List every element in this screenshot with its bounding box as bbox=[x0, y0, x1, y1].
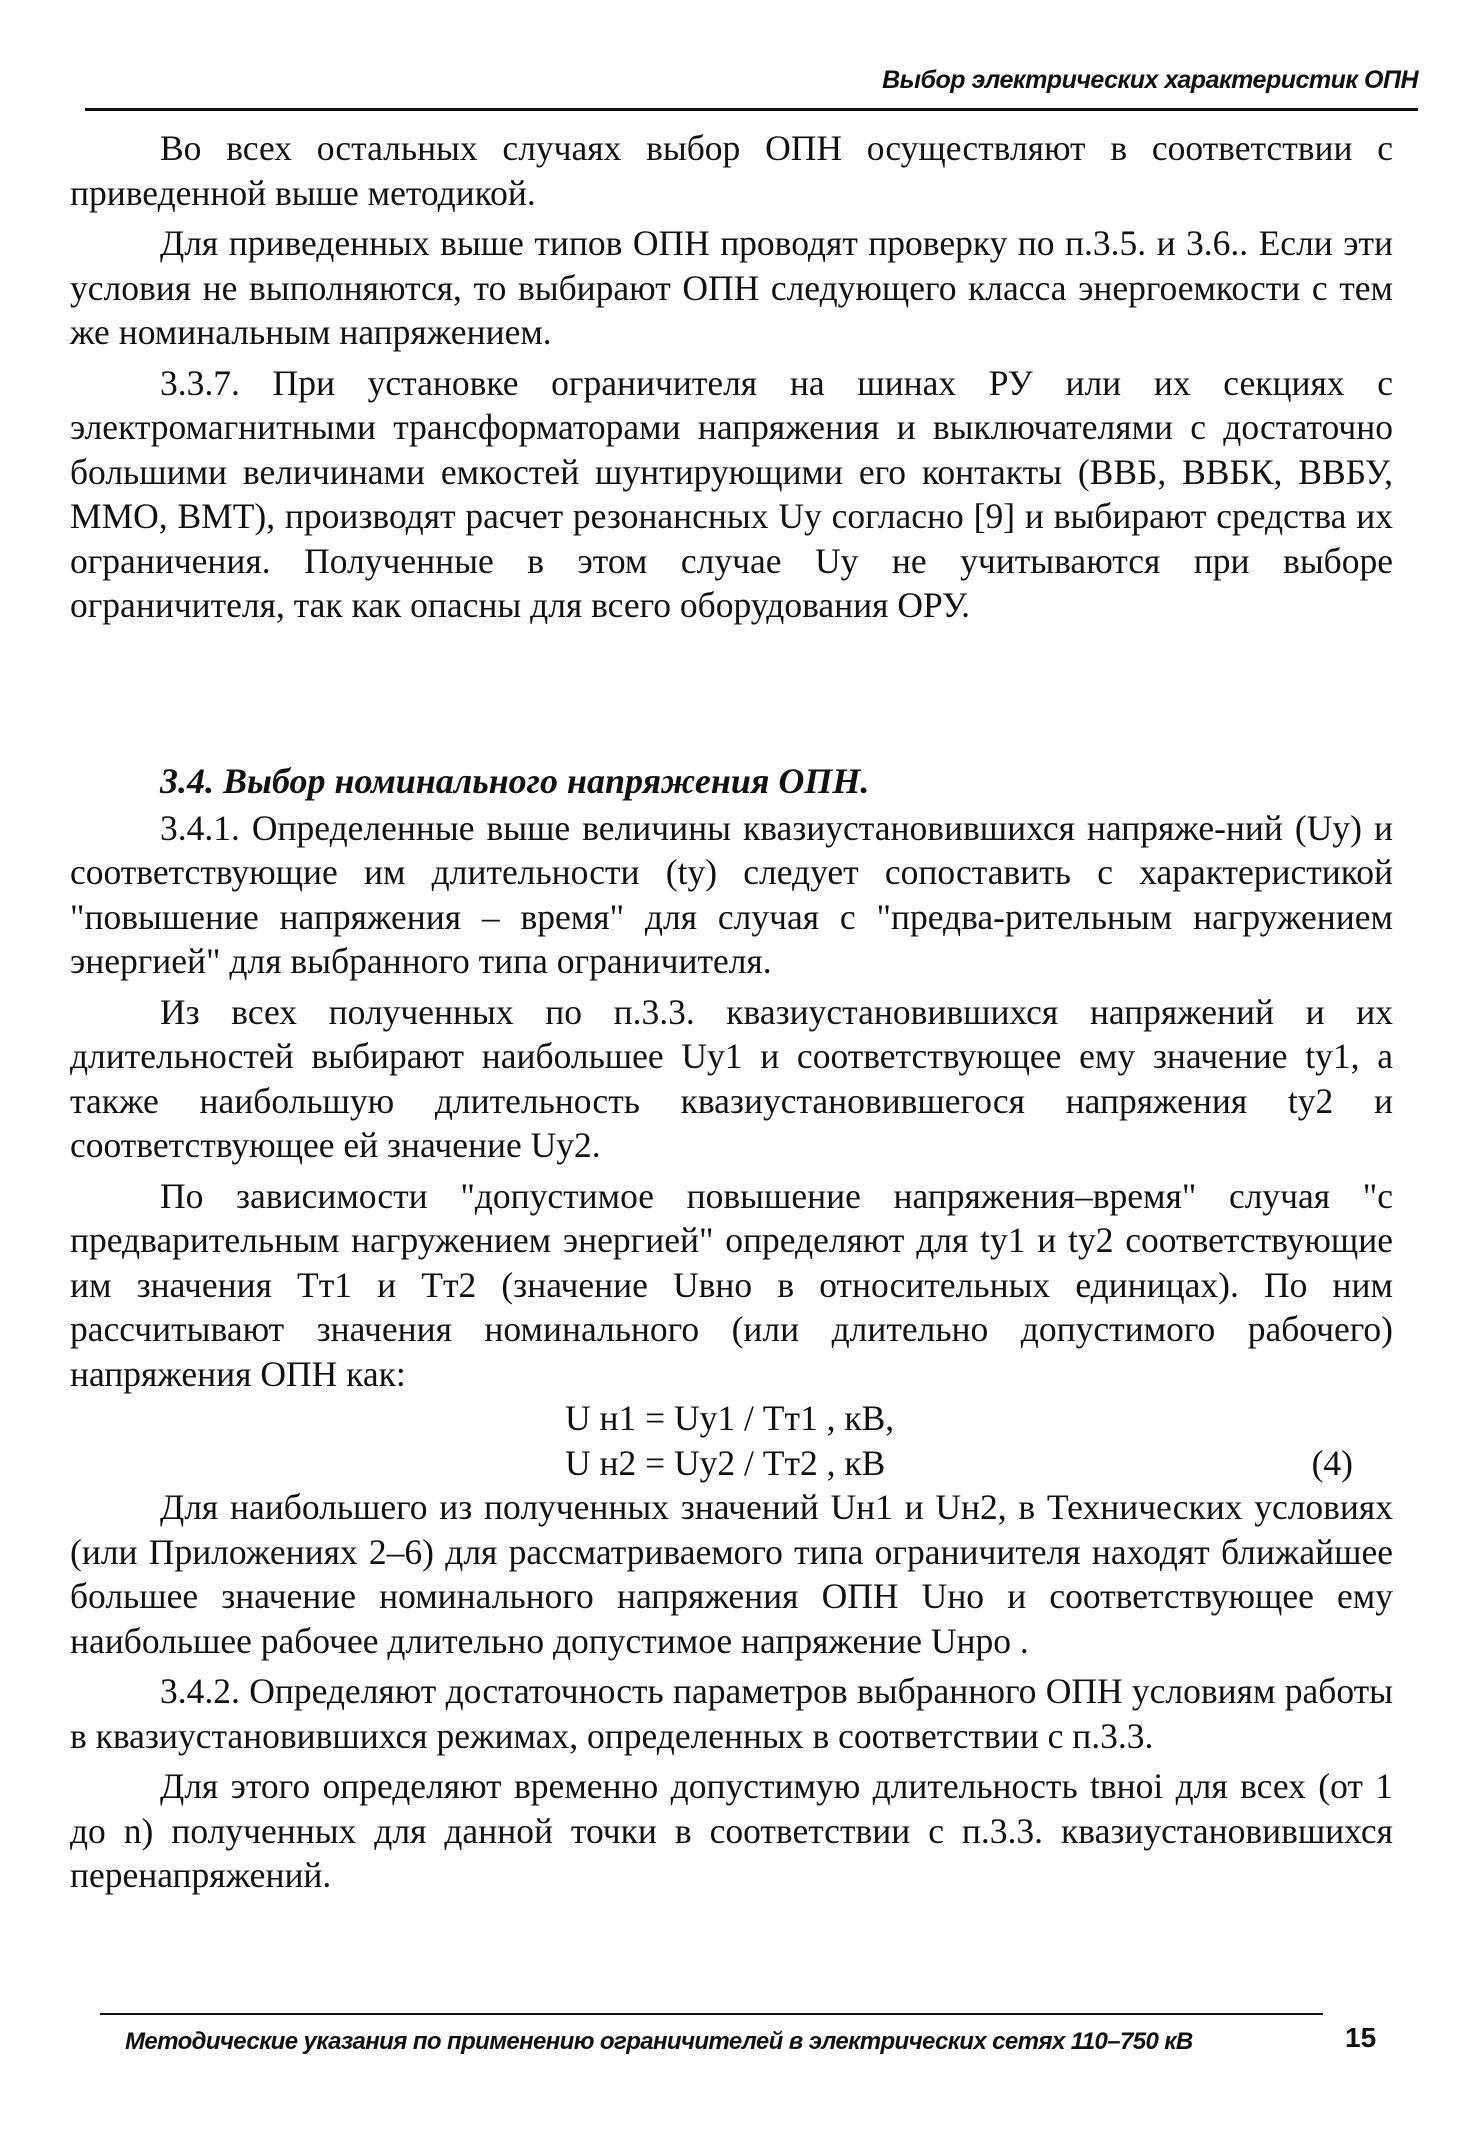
formula-text: U н1 = Uу1 / Тт1 , кВ, bbox=[565, 1398, 895, 1438]
equation-number: (4) bbox=[1311, 1442, 1353, 1483]
footer-rule bbox=[100, 2013, 1323, 2015]
paragraph: Для этого определяют временно допустимую длительность tвноi для всех (от 1 до n) полученных для данной точки в соответствии с п.3.3. квазиустановившихся перенапряжений. bbox=[70, 1766, 1393, 1895]
running-header: Выбор электрических характеристик ОПН bbox=[882, 66, 1418, 94]
paragraph: Из всех полученных по п.3.3. квазиустановившихся напряжений и их длительностей выбирают наибольшее Uу1 и соответствующее ему значение tу1, а также наибольшую длительность квазиустановившегося напряжения tу2 и соответствующее ей значение Uу2. bbox=[70, 991, 1393, 1165]
header-rule bbox=[85, 108, 1418, 111]
paragraph: 3.3.7. При установке ограничителя на шинах РУ или их секциях с электромагнитными трансформаторами напряжения и выключателями с достаточно большими величинами емкостей шунтирующими его контакты (ВВБ, ВВБК, ВВБУ, ММО, ВМТ), производят расчет резонансных Uу согласно [9] и выбирают средства их ограничения. Полученные в этом случае Uу не учитываются при выборе ограничителя, так как опасны для всего оборудования ОРУ. bbox=[70, 362, 1393, 625]
paragraph: Для наибольшего из полученных значений Uн1 и Uн2, в Технических условиях (или Приложениях 2–6) для рассматриваемого типа ограничителя находят ближайшее большее значение номинального напряжения ОПН Uно и соответствующее ему наибольшее рабочее длительно допустимое напряжение Uнро . bbox=[70, 1487, 1393, 1661]
paragraph: Для приведенных выше типов ОПН проводят проверку по п.3.5. и 3.6.. Если эти условия не выполняются, то выбирают ОПН следующего класса энергоемкости с тем же номинальным напряжением. bbox=[70, 223, 1393, 352]
running-footer: Методические указания по применению ограничителей в электрических сетях 110–750 кВ bbox=[125, 2028, 1193, 2055]
paragraph: Во всех остальных случаях выбор ОПН осуществляют в соответствии с приведенной выше методикой. bbox=[70, 128, 1393, 213]
paragraph: 3.4.1. Определенные выше величины квазиустановившихся напряже-ний (Uу) и соответствующие им длительности (tу) следует сопоставить с характеристикой "повышение напряжения – время" для случая с "предва-рительным нагружением энергией" для выбранного типа ограничителя. bbox=[70, 807, 1393, 981]
formula-line-2 bbox=[70, 1441, 1393, 1486]
page-number: 15 bbox=[1345, 2022, 1377, 2053]
paragraph: 3.4.2. Определяют достаточность параметров выбранного ОПН условиям работы в квазиустановившихся режимах, определенных в соответствии с п.3.3. bbox=[70, 1671, 1393, 1756]
formula-text: U н2 = Uу2 / Тт2 , кВ bbox=[565, 1442, 886, 1483]
body-text bbox=[70, 126, 1393, 1898]
formula-line-1 bbox=[70, 1396, 1393, 1441]
paragraph: По зависимости "допустимое повышение напряжения–время" случая "с предварительным нагружением энергией" определяют для tу1 и tу2 соответствующие им значения Тт1 и Тт2 (значение Uвно в относительных единицах). По ним рассчитывают значения номинального (или длительно допустимого рабочего) напряжения ОПН как: bbox=[70, 1175, 1393, 1394]
section-heading: 3.4. Выбор номинального напряжения ОПН. bbox=[160, 760, 870, 801]
